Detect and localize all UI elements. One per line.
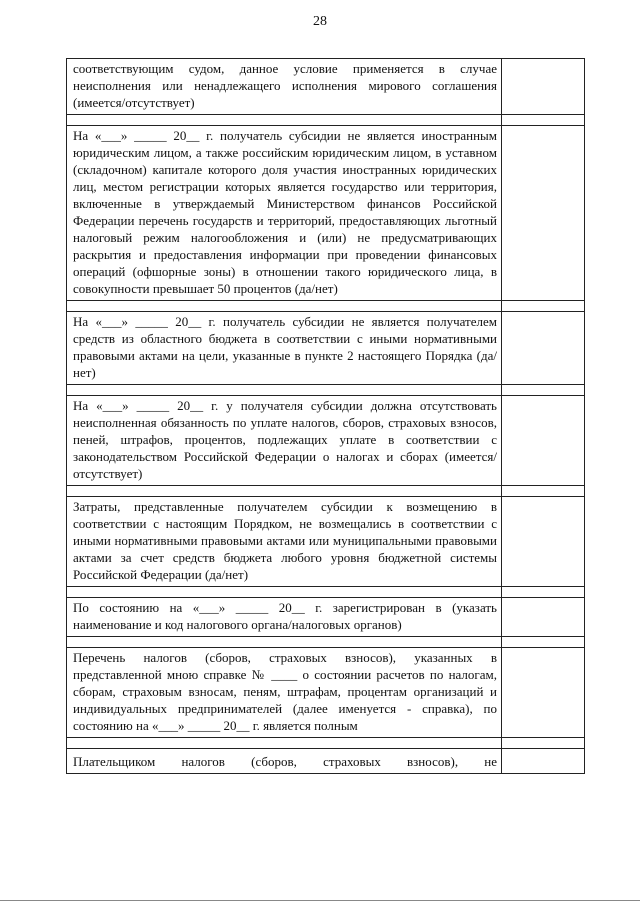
table-row bbox=[67, 396, 585, 486]
row-gap bbox=[67, 486, 585, 497]
condition-text: Плательщиком налогов (сборов, страховых взносов), не bbox=[73, 754, 497, 769]
condition-cell bbox=[67, 126, 502, 301]
condition-text: По состоянию на «___» _____ 20__ г. зарегистрирован в (указать наименование и код налогового органа/налоговых органов) bbox=[73, 600, 497, 632]
answer-cell[interactable] bbox=[502, 126, 585, 301]
table-row bbox=[67, 749, 585, 774]
condition-cell bbox=[67, 497, 502, 587]
condition-text: соответствующим судом, данное условие применяется в случае неисполнения или ненадлежащего исполнения мирового соглашения (имеется/отсутствует) bbox=[73, 61, 497, 110]
answer-cell[interactable] bbox=[502, 598, 585, 637]
answer-cell[interactable] bbox=[502, 396, 585, 486]
row-gap bbox=[67, 385, 585, 396]
row-gap bbox=[67, 587, 585, 598]
condition-cell bbox=[67, 598, 502, 637]
table-row bbox=[67, 59, 585, 115]
condition-text: На «___» _____ 20__ г. у получателя субсидии должна отсутствовать неисполненная обязанность по уплате налогов, сборов, страховых взносов, пеней, штрафов, процентов, подлежащих уплате в соответствии с законодательством Российской Федерации о налогах и сборах (имеется/отсутствует) bbox=[73, 398, 497, 481]
table-row bbox=[67, 648, 585, 738]
table-row bbox=[67, 126, 585, 301]
row-gap bbox=[67, 115, 585, 126]
answer-cell[interactable] bbox=[502, 648, 585, 738]
condition-cell bbox=[67, 648, 502, 738]
answer-cell[interactable] bbox=[502, 312, 585, 385]
table-row bbox=[67, 497, 585, 587]
condition-text: Затраты, представленные получателем субсидии к возмещению в соответствии с настоящим Порядком, не возмещались в соответствии с иными нормативными правовыми актами или муниципальными правовыми актами за счет средств бюджета любого уровня бюджетной системы Российской Федерации (да/нет) bbox=[73, 499, 497, 582]
row-gap bbox=[67, 301, 585, 312]
page-number: 28 bbox=[313, 14, 327, 29]
row-gap bbox=[67, 637, 585, 648]
page-bottom-rule bbox=[0, 900, 640, 901]
answer-cell[interactable] bbox=[502, 749, 585, 774]
condition-text: На «___» _____ 20__ г. получатель субсидии не является получателем средств из областного бюджета в соответствии с иными нормативными правовыми актами на цели, указанные в пункте 2 настоящего Порядка (да/нет) bbox=[73, 314, 497, 380]
table-row bbox=[67, 598, 585, 637]
answer-cell[interactable] bbox=[502, 59, 585, 115]
condition-cell bbox=[67, 312, 502, 385]
conditions-table bbox=[66, 58, 585, 774]
condition-text: Перечень налогов (сборов, страховых взносов), указанных в представленной мною справке № ____ о состоянии расчетов по налогам, сборам, страховым взносам, пеням, штрафам, процентам организаций и индивидуальных предпринимателей (далее именуется - справка), по состоянию на «___» _____ 20__ г. является полным bbox=[73, 650, 497, 733]
condition-cell bbox=[67, 396, 502, 486]
condition-cell bbox=[67, 749, 502, 774]
table-row bbox=[67, 312, 585, 385]
answer-cell[interactable] bbox=[502, 497, 585, 587]
condition-text: На «___» _____ 20__ г. получатель субсидии не является иностранным юридическим лицом, а также российским юридическим лицом, в уставном (складочном) капитале которого доля участия иностранных юридических лиц, местом регистрации которых является государство или территория, включенные в утверждаемый Министерством финансов Российской Федерации перечень государств и территорий, предоставляющих льготный налоговый режим налогообложения и (или) не предусматривающих раскрытия и предоставления информации при проведении финансовых операций (офшорные зоны) в отношении такого юридического лица, в совокупности превышает 50 процентов (да/нет) bbox=[73, 128, 497, 296]
condition-cell bbox=[67, 59, 502, 115]
row-gap bbox=[67, 738, 585, 749]
